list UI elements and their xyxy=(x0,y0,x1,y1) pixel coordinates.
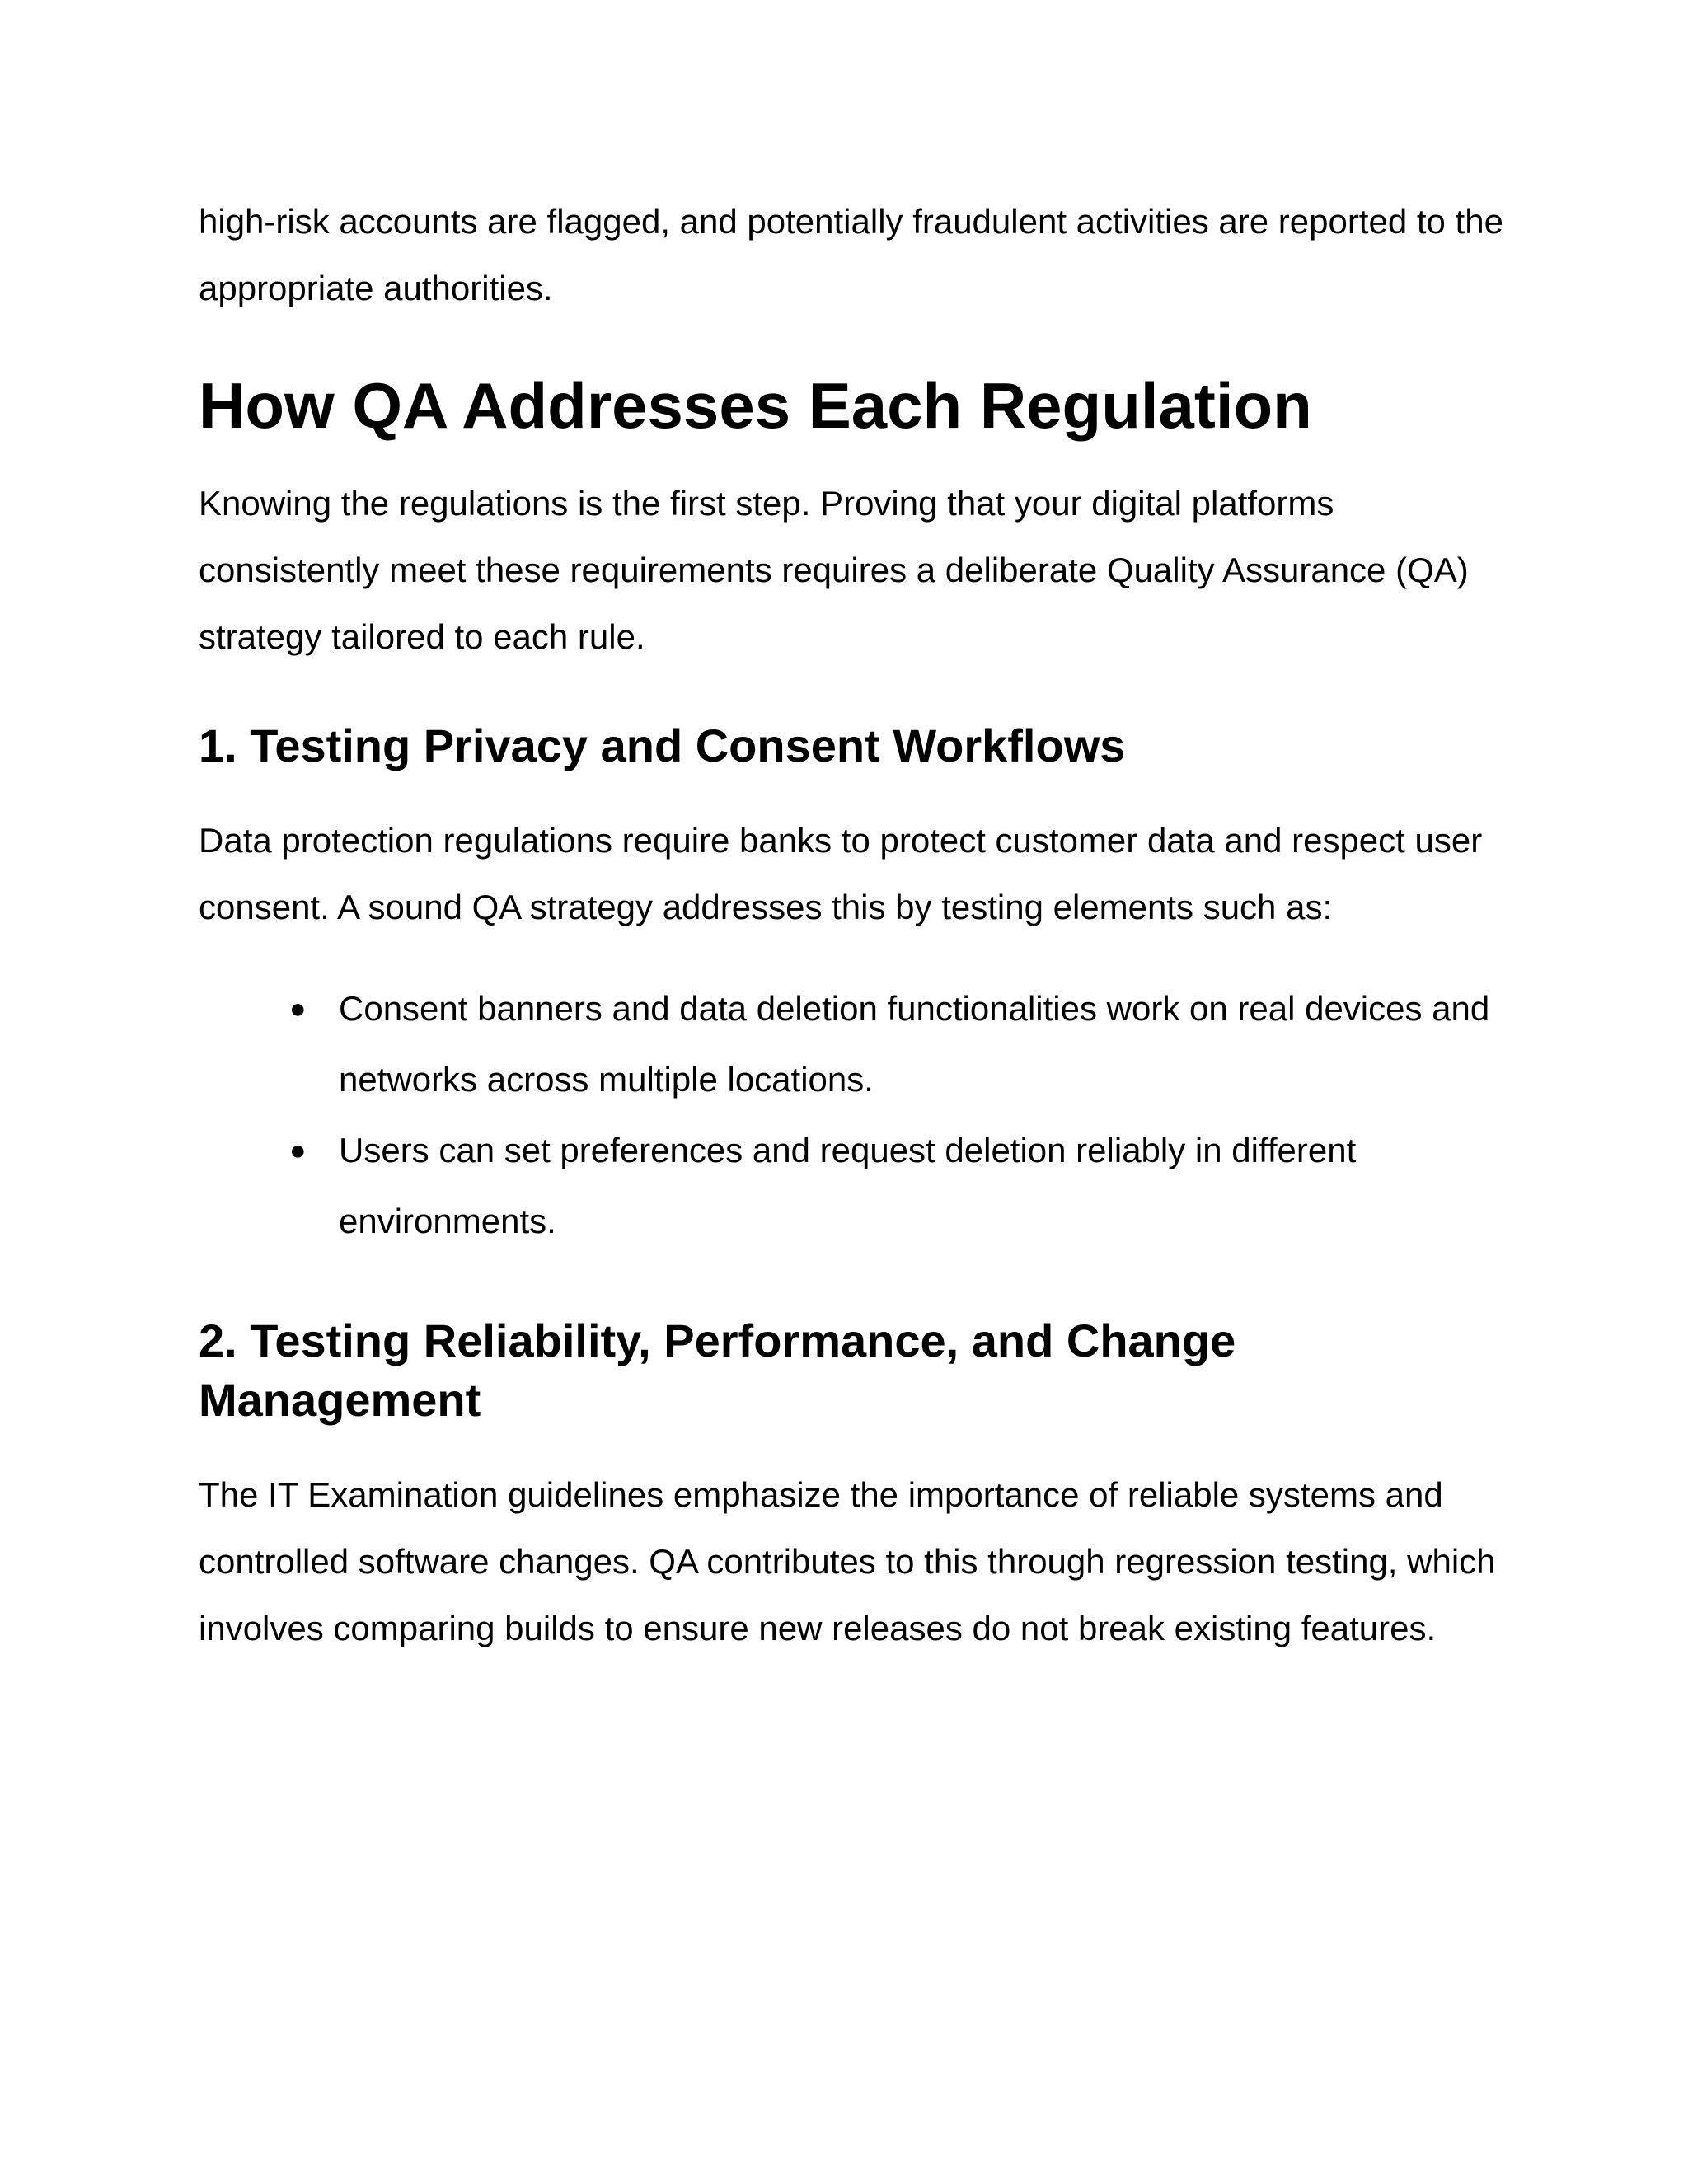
section2-paragraph: The IT Examination guidelines emphasize the importance of reliable systems and controlled software changes. QA contributes to this through regression testing, which involves comparing builds to ensure new releases do not break existing features. xyxy=(199,1475,1496,1647)
bullet-icon: ● xyxy=(289,1135,307,1166)
list-item xyxy=(199,973,1509,1115)
list-item-text: Users can set preferences and request deletion reliably in different environments. xyxy=(339,1131,1357,1240)
section2-heading: 2. Testing Reliability, Performance, and Change Management xyxy=(199,1315,1236,1426)
main-heading: How QA Addresses Each Regulation xyxy=(199,369,1312,442)
intro-paragraph: high-risk accounts are flagged, and potentially fraudulent activities are reported to the appropriate authorities. xyxy=(199,202,1503,307)
list-item xyxy=(199,1115,1509,1257)
list-item-text: Consent banners and data deletion functionalities work on real devices and networks across multiple locations. xyxy=(339,989,1490,1099)
document-page xyxy=(199,188,1509,1661)
section1-bullet-list xyxy=(199,973,1509,1257)
bullet-icon: ● xyxy=(289,993,307,1024)
main-paragraph: Knowing the regulations is the first step. Proving that your digital platforms consistently meet these requirements requires a deliberate Quality Assurance (QA) strategy tailored to each rule. xyxy=(199,484,1469,656)
section1-paragraph: Data protection regulations require banks to protect customer data and respect user consent. A sound QA strategy addresses this by testing elements such as: xyxy=(199,821,1483,926)
section1-heading: 1. Testing Privacy and Consent Workflows xyxy=(199,719,1126,771)
